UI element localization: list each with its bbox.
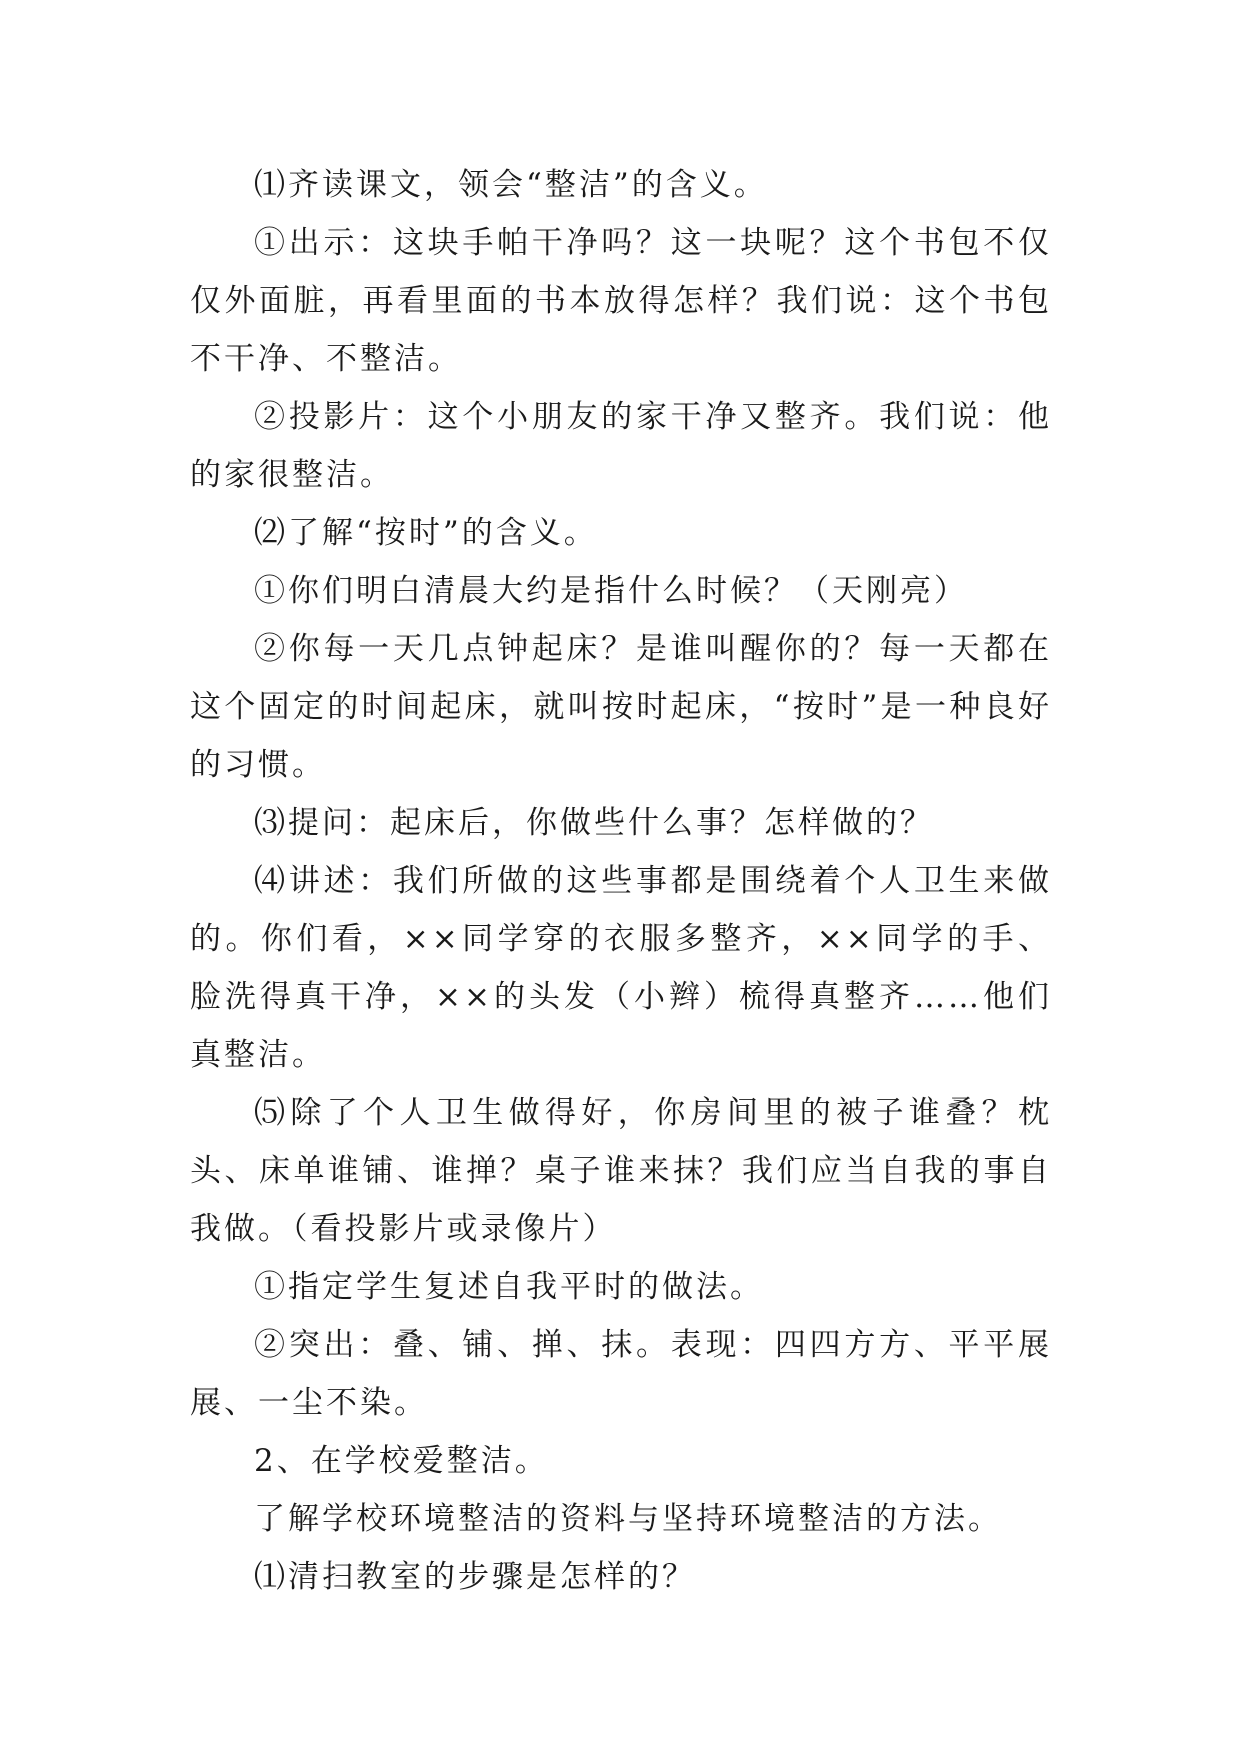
document-body — [190, 156, 1052, 1606]
paragraph-6: ②你每一天几点钟起床？是谁叫醒你的？每一天都在这个固定的时间起床，就叫按时起床，“按时”是一种良好的习惯。 — [190, 631, 1052, 783]
paragraph-1: ⑴齐读课文，领会“整洁”的含义。 — [254, 167, 768, 203]
paragraph-10: ①指定学生复述自我平时的做法。 — [254, 1269, 764, 1305]
paragraph-11: ②突出：叠、铺、掸、抹。表现：四四方方、平平展展、一尘不染。 — [190, 1327, 1052, 1421]
paragraph-8: ⑷讲述：我们所做的这些事都是围绕着个人卫生来做的。你们看，××同学穿的衣服多整齐，××同学的手、脸洗得真干净，××的头发（小辫）梳得真整齐……他们真整洁。 — [190, 863, 1052, 1073]
paragraph-14: ⑴清扫教室的步骤是怎样的？ — [254, 1559, 696, 1595]
paragraph-2: ①出示：这块手帕干净吗？这一块呢？这个书包不仅仅外面脏，再看里面的书本放得怎样？我们说：这个书包不干净、不整洁。 — [190, 225, 1052, 377]
paragraph-5: ①你们明白清晨大约是指什么时候？（天刚亮） — [254, 573, 968, 609]
paragraph-7: ⑶提问：起床后，你做些什么事？怎样做的？ — [254, 805, 934, 841]
paragraph-13: 了解学校环境整洁的资料与坚持环境整洁的方法。 — [254, 1501, 1002, 1537]
paragraph-3: ②投影片：这个小朋友的家干净又整齐。我们说：他的家很整洁。 — [190, 399, 1052, 493]
paragraph-4: ⑵了解“按时”的含义。 — [254, 515, 598, 551]
paragraph-9: ⑸除了个人卫生做得好，你房间里的被子谁叠？枕头、床单谁铺、谁掸？桌子谁来抹？我们应当自我的事自我做。（看投影片或录像片） — [190, 1095, 1052, 1247]
paragraph-12: 2、在学校爱整洁。 — [254, 1443, 549, 1479]
